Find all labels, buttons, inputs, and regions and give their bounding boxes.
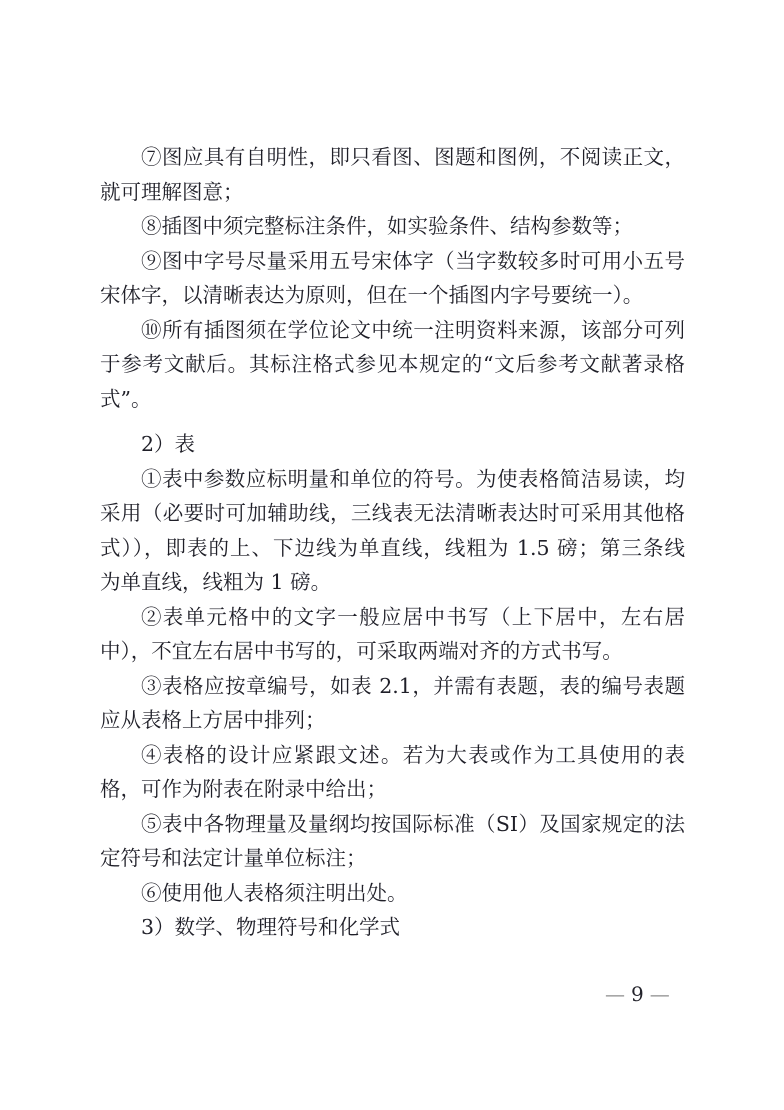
page-number: 9 xyxy=(631,982,644,1006)
text-line: ⑧插图中须完整标注条件，如实验条件、结构参数等； xyxy=(141,214,633,238)
text-line: 式）），即表的上、下边线为单直线，线粗为 1.5 磅；第三条线 xyxy=(100,535,685,560)
text-line: 为单直线，线粗为 1 磅。 xyxy=(100,570,332,594)
text-line: 3）数学、物理符号和化学式 xyxy=(141,915,401,939)
text-line: 定符号和法定计量单位标注； xyxy=(100,846,367,870)
text-line: ⑩所有插图须在学位论文中统一注明资料来源，该部分可列 xyxy=(141,317,685,342)
footer-dash-right: — xyxy=(649,982,670,1006)
text-line: ④表格的设计应紧跟文述。若为大表或作为工具使用的表 xyxy=(141,742,685,767)
text-line: ⑤表中各物理量及量纲均按国际标准（SI）及国家规定的法 xyxy=(141,811,685,836)
text-line: 宋体字，以清晰表达为原则，但在一个插图内字号要统一）。 xyxy=(100,283,644,307)
page-footer xyxy=(601,981,674,1007)
text-line: 于参考文献后。其标注格式参见本规定的“文后参考文献著录格 xyxy=(100,352,685,376)
text-line: ②表单元格中的文字一般应居中书写（上下居中，左右居 xyxy=(141,604,685,629)
text-line: 格，可作为附表在附录中给出； xyxy=(100,777,387,801)
text-line: ⑥使用他人表格须注明出处。 xyxy=(141,880,408,905)
text-line: ①表中参数应标明量和单位的符号。为使表格简洁易读，均 xyxy=(141,466,685,491)
text-line: ③表格应按章编号，如表 2.1，并需有表题，表的编号表题 xyxy=(141,673,685,698)
text-line: ⑦图应具有自明性，即只看图、图题和图例，不阅读正文， xyxy=(141,145,685,169)
text-line: 采用（必要时可加辅助线，三线表无法清晰表达时可采用其他格 xyxy=(100,501,685,525)
text-line: 式”。 xyxy=(100,386,152,411)
footer-dash-left: — xyxy=(605,982,625,1006)
text-line: ⑨图中字号尽量采用五号宋体字（当字数较多时可用小五号 xyxy=(141,248,685,273)
text-line: 就可理解图意； xyxy=(100,179,244,204)
document-body xyxy=(100,140,685,945)
text-line: 应从表格上方居中排列； xyxy=(100,708,326,732)
text-line: 中），不宜左右居中书写的，可采取两端对齐的方式书写。 xyxy=(100,639,623,663)
text-line: 2）表 xyxy=(141,432,196,456)
